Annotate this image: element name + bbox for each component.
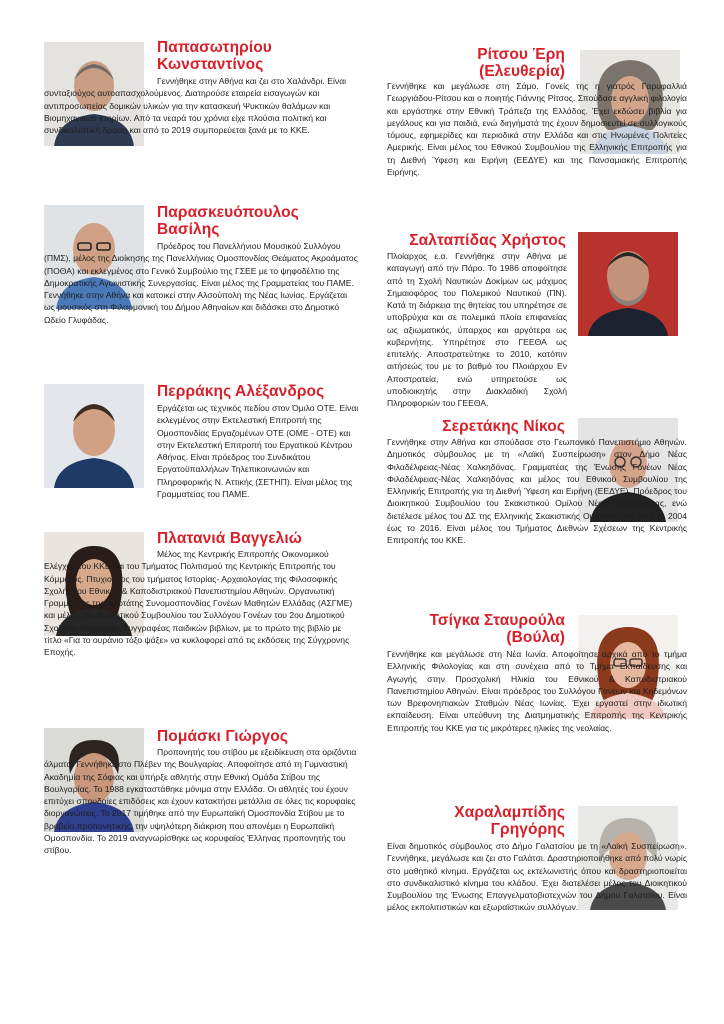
candidate-bio: Προπονητής του στίβου με εξειδίκευση στα οριζόντια άλματα. Γεννήθηκε στο Πλέβεν της Βουλγαρίας. Αποφοίτησε από τη Γυμναστική Ακαδημία της Σόφιας και υπήρξε αθλητής στην Εθνική Ομάδα Στίβου της Βουλγαρίας. Το 1988 εγκαταστάθηκε μόνιμα στην Ελλάδα. Οι αθλητές του έχουν επιτύχει σπουδαίες επιδόσεις και έχουν κατακτήσει μετάλλια σε όλες τις κορυφαίες διοργανώσεις. Το 2017 τιμήθηκε από την Ευρωπαϊκή Ομοσπονδία Στίβου με το βραβείο προπονητικής, την υψηλότερη διάκριση που απονέμει η Ευρωπαϊκή Ομοσπονδία. Το 2019 αναγνωρίσθηκε ως κορυφαίος Έλληνας προπονητής του στίβου. xyxy=(44,747,357,855)
candidate-bio: Γεννήθηκε στην Αθήνα και σπούδασε στο Γεωπονικό Πανεπιστήμιο Αθηνών. Δημοτικός σύμβουλος με τη «Λαϊκή Συσπείρωση» στον Δήμο Νέας Φιλαδέλφειας-Νέας Χαλκηδόνας. Γραμματέας της Ένωσης Γονέων Νέας Φιλαδέλφειας-Νέας Χαλκηδόνας και μέλος του Εθνικού Συμβουλίου της Ελληνικής Επιτροπής για τη Διεθνή Ύφεση και Ειρήνη (ΕΕΔΥΕ). Πρόεδρος του Διοικητικού Συμβουλίου του Σκακιστικού Ομίλου Νέας Φιλαδέλφειας, ενώ διετέλεσε μέλος του ΔΣ της Ελληνικής Σκακιστικής Ομοσπονδίας από το 2004 έως το 2016. Είναι μέλος του Τμήματος Διεθνών Σχέσεων της Κεντρικής Επιτροπής του ΚΚΕ. xyxy=(387,437,687,545)
candidate-name: Πομάσκι Γιώργος xyxy=(157,728,288,745)
candidate-name: Παπασωτηρίου Κωνσταντίνος xyxy=(157,39,272,73)
candidate-name: Πλατανιά Βαγγελιώ xyxy=(157,530,302,547)
candidate-bio: Πρόεδρος του Πανελλήνιου Μουσικού Συλλόγου (ΠΜΣ), μέλος της Διοίκησης της Πανελλήνιας Ομοσπονδίας Θεάματος Ακροάματος (ΠΟΘΑ) και εκλεγμένος στο Γενικό Συμβούλιο της ΓΣΕΕ με το ψηφοδέλτιο της Δημοκρατικής Αγωνιστικής Συνεργασίας. Είναι μέλος της Γραμματείας του ΠΑΜΕ. Γεννήθηκε στην Αθήνα και κατοικεί στην Αλσούπολη της Νέας Ιωνίας. Εργάζεται ως μουσικός στη Φιλαρμονική του Δήμου Αθηναίων και διδάσκει στο Δημοτικό Ωδείο Γλυφάδας. xyxy=(44,241,358,325)
candidate-bio: Γεννήθηκε και μεγάλωσε στη Σάμο. Γονείς της η γιατρός Γαρυφαλλιά Γεωργιάδου-Ρίτσου και ο ποιητής Γιάννης Ρίτσος. Σπούδασε αγγλική φιλολογία και εργάστηκε στην Εθνική Τράπεζα της Ελλάδος. Έχει εκδώσει βιβλία για μεγάλους και για παιδιά, ενώ διηγήματά της έχουν δημοσιευτεί σε συλλογικούς τόμους, εφημερίδες και περιοδικά στην Ελλάδα και στις Ηνωμένες Πολιτείες Αμερικής. Είναι μέλος του Εθνικού Συμβουλίου της Ελληνικής Επιτροπής για τη Διεθνή Ύφεση και Ειρήνη (ΕΕΔΥΕ) και της Πανσαμιακής Επιτροπής Ειρήνης. xyxy=(387,81,687,177)
candidate-bio: Μέλος της Κεντρικής Επιτροπής Οικονομικού Ελέγχου του ΚΚΕ και του Τμήματος Πολιτισμού της Κεντρικής Επιτροπής του Κόμματος. Πτυχιούχος του τμήματος Ιστορίας- Αρχαιολογίας της Φιλοσοφικής Σχολής του Εθνικού & Καποδιστριακού Πανεπιστημίου Αθηνών. Οργανωτική Γραμματέας της Ανωτάτης Συνομοσπονδίας Γονέων Μαθητών Ελλάδας (ΑΣΓΜΕ) και μέλος του Διοικητικού Συμβουλίου του Συλλόγου Γονέων του 2ου Δημοτικού Σχολείου Χολαργού. Συγγραφέας παιδικών βιβλίων, με το πρώτο της βιβλίο με τίτλο «Για το ουράνιο τόξο ψάξε» να κυκλοφορεί από τις εκδόσεις της Σύγχρονης Εποχής. xyxy=(44,549,353,657)
candidate-name: Παρασκευόπουλος Βασίλης xyxy=(157,204,299,238)
candidate-name: Χαραλαμπίδης Γρηγόρης xyxy=(454,804,565,838)
person-icon xyxy=(44,384,144,488)
person-icon xyxy=(578,232,678,336)
candidate-name: Σαλταπίδας Χρήστος xyxy=(409,232,566,249)
candidate-name: Ρίτσου Έρη (Ελευθερία) xyxy=(477,46,565,80)
candidate-bio: Πλοίαρχος ε.α. Γεννήθηκε στην Αθήνα με καταγωγή από την Πάρο. Το 1986 αποφοίτησε από τη Σχολή Ναυτικών Δοκίμων ως μάχιμος Σημαιοφόρος του Πολεμικού Ναυτικού (ΠΝ). Κατά τη διάρκεια της θητείας του υπηρέτησε σε υποβρύχια και σε πολεμικά πλοία επιφανείας ως αξιωματικός, ύπαρχος και αργότερα ως κυβερνήτης. Υπηρέτησε στο ΓΕΕΘΑ ως επιτελής. Αποστρατεύτηκε το 2010, κατόπιν αιτήσεώς του με το βαθμό του Πλοιάρχου Εν Αποστρατεία, ενώ υπηρετούσε ως υποδιοικητής στην Διακλαδική Σχολή Πληροφοριών του ΓΕΕΘΑ. xyxy=(387,251,567,408)
portrait-photo xyxy=(44,384,144,488)
candidate-bio: Είναι δημοτικός σύμβουλος στο Δήμο Γαλατσίου με τη «Λαϊκή Συσπείρωση». Γεννήθηκε, μεγάλωσε και ζει στο Γαλάτσι. Δραστηριοποιήθηκε από πολύ νωρίς στο μαθητικό κίνημα. Εργάζεται ως εκτελωνιστής όπου και δραστηριοποιείται στο συνδικαλιστικό κίνημα του κλάδου. Έχει διατελέσει μέλος του Διοικητικού Συμβουλίου της Ένωσης Επαγγελματοβιοτεχνών του Δήμου Γαλατσίου. Είναι μέλος εκπολιτιστικών και εξωραϊστικών συλλόγων. xyxy=(387,841,687,913)
candidate-bio: Γεννήθηκε και μεγάλωσε στη Νέα Ιωνία. Αποφοίτησε αρχικά από το τμήμα Ελληνικής Φιλολογίας και στη συνέχεια από το Τμήμα Εκπαίδευσης και Αγωγής στην Προσχολική Ηλικία του Εθνικού & Καποδιστριακού Πανεπιστημίου Αθηνών. Είναι πρόεδρος του Συλλόγου Γονέων και Κηδεμόνων των Βρεφονηπιακών Σταθμών Νέας Ιωνίας. Έχει εργαστεί στην ιδιωτική εκπαίδευση. Είναι υπεύθυνη της Διατμηματικής Επιτροπής της Κεντρικής Επιτροπής του ΚΚΕ για τις μικρότερες ηλικίες της νεολαίας. xyxy=(387,649,687,733)
portrait-photo xyxy=(578,232,678,336)
candidate-bio: Εργάζεται ως τεχνικός πεδίου στον Όμιλο ΟΤΕ. Είναι εκλεγμένος στην Εκτελεστική Επιτροπή της Ομοσπονδίας Εργαζομένων ΟΤΕ (ΟΜΕ - ΟΤΕ) και στην Εκτελεστική Επιτροπή του Εργατικού Κέντρου Αθήνας. Είναι πρόεδρος του Συνδικάτου Εργατοϋπαλλήλων Τηλεπικοινωνιών και Πληροφορικής Ν. Αττικής (ΣΕΤΗΠ). Είναι μέλος της Γραμματείας του ΠΑΜΕ. xyxy=(157,403,359,499)
candidate-name: Σερετάκης Νίκος xyxy=(442,418,565,435)
candidate-bio: Γεννήθηκε στην Αθήνα και ζει στο Χαλάνδρι. Είναι συνταξιούχος αυτοαπασχολούμενος. Διατηρούσε εταιρεία εισαγωγών και αντιπροσωπείας δομικών υλικών για την κατασκευή Ψυκτικών θαλάμων και Βιομηχανικών κτηρίων. Από τα νεαρά του χρόνια είχε πλούσια πολιτική και συνδικαλιστική δράση και από το 2019 συμπορεύεται ξανά με το ΚΚΕ. xyxy=(44,76,347,135)
candidate-name: Περράκης Αλέξανδρος xyxy=(157,383,325,400)
candidate-name: Τσίγκα Σταυρούλα (Βούλα) xyxy=(429,612,565,646)
